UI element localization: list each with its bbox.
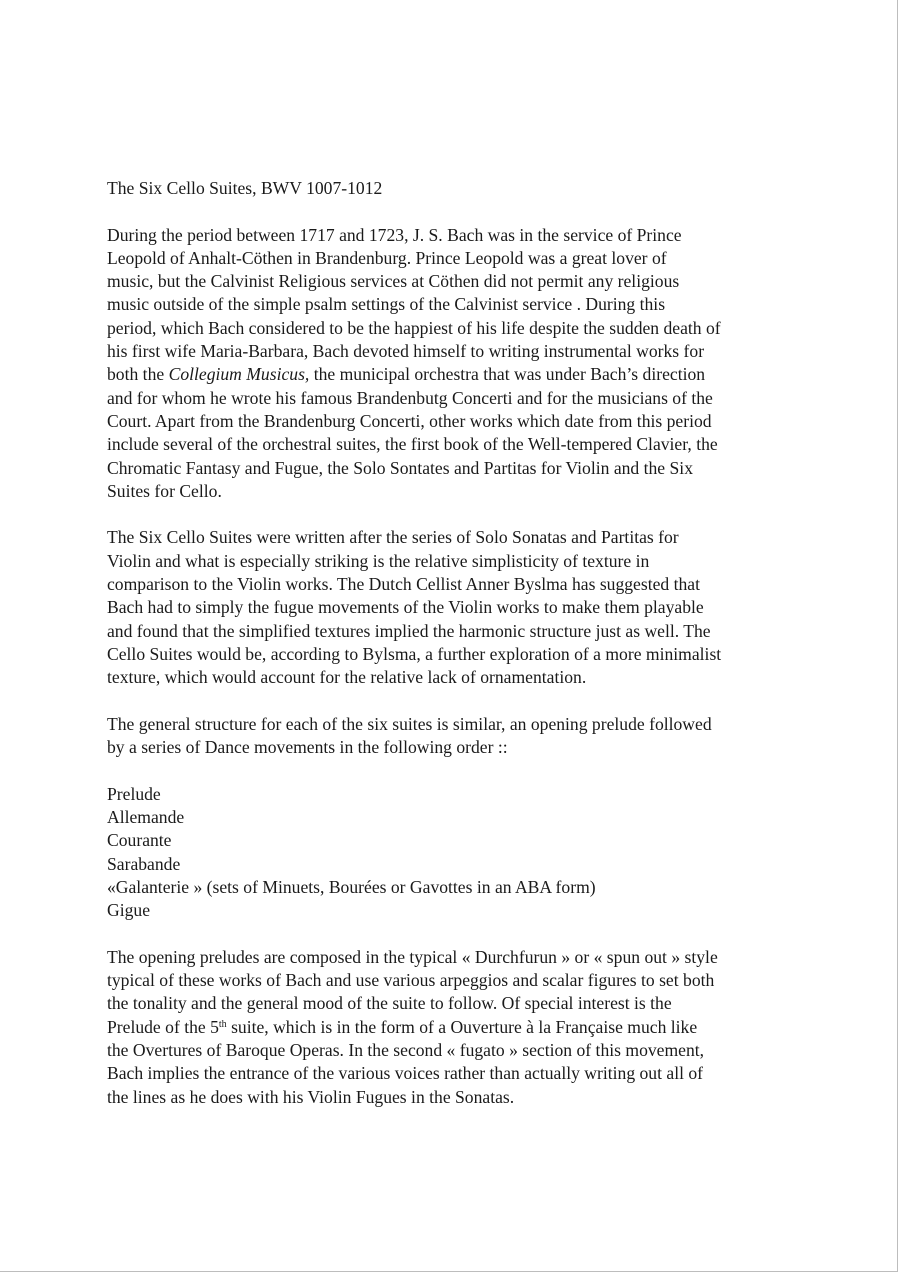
text-line: and found that the simplified textures implied the harmonic structure just as well. The: [107, 620, 711, 641]
paragraph-preludes: [107, 946, 797, 1109]
paragraph-texture: [107, 526, 797, 689]
ordinal-suffix: th: [218, 1018, 227, 1030]
text-line: period, which Bach considered to be the happiest of his life despite the sudden death of: [107, 317, 721, 338]
paragraph-bach-service: [107, 224, 797, 504]
document-body: [107, 177, 797, 1132]
text-line: Bach implies the entrance of the various voices rather than actually writing out all of: [107, 1063, 704, 1084]
text-line: his first wife Maria-Barbara, Bach devoted himself to writing instrumental works for: [107, 341, 705, 362]
text-line: The opening preludes are composed in the typical « Durchfurun » or « spun out » style: [107, 946, 718, 967]
paragraph-structure: [107, 713, 797, 760]
list-item: Allemande: [107, 807, 185, 828]
text-line: include several of the orchestral suites, the first book of the Well-tempered Clavier, the: [107, 434, 718, 455]
list-item: Courante: [107, 830, 172, 851]
text-line: and for whom he wrote his famous Brandenbutg Concerti and for the musicians of the: [107, 387, 713, 408]
text-line: Violin and what is especially striking is the relative simplisticity of texture in: [107, 550, 650, 571]
text-line: music outside of the simple psalm settings of the Calvinist service . During this: [107, 294, 666, 315]
text-line: The general structure for each of the six suites is similar, an opening prelude followed: [107, 713, 712, 734]
text-line: texture, which would account for the relative lack of ornamentation.: [107, 667, 587, 688]
text-segment: Prelude of the 5: [107, 1016, 219, 1037]
list-item: Prelude: [107, 783, 161, 804]
text-line: Chromatic Fantasy and Fugue, the Solo Sontates and Partitas for Violin and the Six: [107, 457, 693, 478]
list-item: Gigue: [107, 900, 150, 921]
title-text: The Six Cello Suites, BWV 1007-1012: [107, 178, 383, 198]
text-line: the lines as he does with his Violin Fugues in the Sonatas.: [107, 1086, 515, 1107]
text-line: the Overtures of Baroque Operas. In the second « fugato » section of this movement,: [107, 1039, 705, 1060]
text-line: Cello Suites would be, according to Bylsma, a further exploration of a more minimalist: [107, 643, 722, 664]
text-line: [107, 1016, 797, 1039]
text-line: the tonality and the general mood of the suite to follow. Of special interest is the: [107, 993, 672, 1014]
text-line: [107, 363, 797, 386]
text-line: typical of these works of Bach and use various arpeggios and scalar figures to set both: [107, 970, 715, 991]
text-line: Court. Apart from the Brandenburg Concerti, other works which date from this period: [107, 410, 712, 431]
text-line: Bach had to simply the fugue movements of the Violin works to make them playable: [107, 597, 704, 618]
italic-collegium-musicus: Collegium Musicus,: [168, 364, 310, 385]
text-line: The Six Cello Suites were written after the series of Solo Sonatas and Partitas for: [107, 527, 679, 548]
text-segment: the municipal orchestra that was under Bach’s direction: [309, 364, 706, 385]
text-line: Suites for Cello.: [107, 480, 222, 501]
text-line: During the period between 1717 and 1723, J. S. Bach was in the service of Prince: [107, 224, 682, 245]
text-line: music, but the Calvinist Religious services at Cöthen did not permit any religious: [107, 271, 680, 292]
text-segment: both the: [107, 364, 169, 385]
list-item: «Galanterie » (sets of Minuets, Bourées or Gavottes in an ABA form): [107, 876, 596, 897]
text-line: comparison to the Violin works. The Dutch Cellist Anner Byslma has suggested that: [107, 574, 700, 595]
movement-list: [107, 783, 797, 923]
text-line: by a series of Dance movements in the following order ::: [107, 737, 508, 758]
text-line: Leopold of Anhalt-Cöthen in Brandenburg. Prince Leopold was a great lover of: [107, 247, 667, 268]
text-segment: suite, which is in the form of a Ouverture à la Française much like: [226, 1016, 698, 1037]
document-title: [107, 177, 797, 200]
list-item: Sarabande: [107, 853, 181, 874]
